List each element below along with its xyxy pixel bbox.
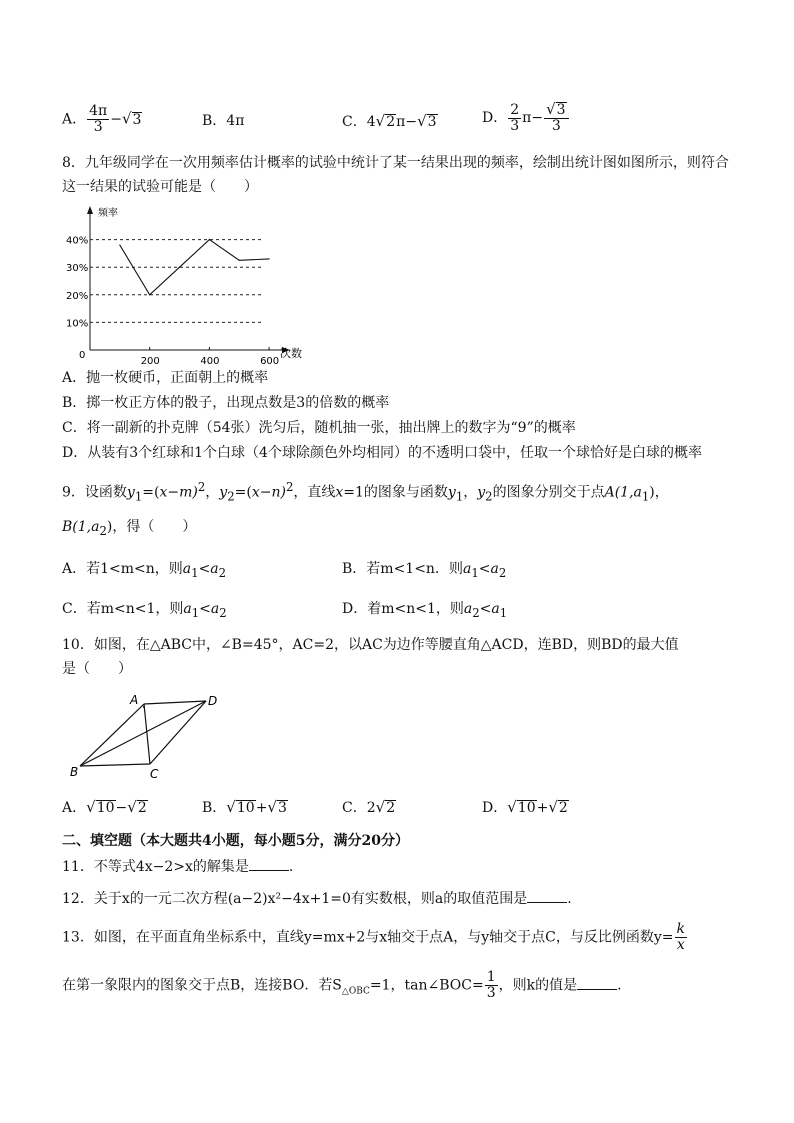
answer-blank[interactable] (577, 976, 617, 990)
q7-option-d (482, 102, 570, 134)
fraction (485, 970, 498, 1001)
data-point (209, 239, 210, 240)
var-a: a (463, 601, 473, 617)
numerator: 2 (510, 101, 520, 118)
radicand: 2 (386, 114, 396, 130)
option-label: A． (62, 800, 87, 816)
comma: ， (463, 484, 478, 501)
x-tick-label: 400 (200, 356, 220, 365)
q13-text: 在第一象限内的图象交于点B，连接BO．若S (62, 977, 342, 994)
q9-option-d (342, 600, 507, 622)
denominator: 3 (486, 985, 496, 1001)
answer-blank[interactable] (527, 889, 567, 903)
q10-option-d (482, 798, 569, 817)
option-text: 4π (226, 113, 245, 129)
sub: 1 (471, 565, 479, 580)
q10-stem-line-2: 是（ ） (62, 661, 132, 677)
minus-sign: − (110, 111, 122, 128)
q13-line-1 (62, 922, 688, 953)
term: <a (479, 601, 500, 617)
radicand: 2 (558, 800, 568, 816)
triangle-figure (70, 690, 230, 782)
eq: =( (142, 484, 160, 501)
option-label: D．着m<n<1，则 (342, 601, 464, 617)
y-tick-label: 40% (66, 235, 89, 247)
q12-text: 12．关于x的一元二次方程(a−2)x²−4x+1=0有实数根，则a的取值范围是 (62, 891, 528, 907)
y-tick-label: 10% (66, 318, 89, 330)
segment-ba (80, 704, 144, 766)
option-mid: π− (396, 114, 418, 130)
radicand: 2 (386, 800, 396, 816)
segment-ac (144, 704, 150, 764)
sub: 2 (485, 489, 493, 504)
term: <a (198, 561, 219, 577)
var-y1: y (126, 484, 135, 501)
option-label: B． (202, 113, 227, 129)
radicand: 10 (517, 800, 536, 816)
denominator: 3 (551, 118, 561, 134)
segment-cd (150, 701, 206, 764)
var-x: x (159, 484, 168, 501)
sub: 2 (218, 565, 227, 580)
text: ，直线 (293, 484, 336, 501)
radical-sign: √ (375, 112, 386, 130)
frequency-line-chart (62, 200, 302, 365)
radical-sign: √ (417, 112, 427, 130)
point-b: B(1,a (62, 519, 100, 535)
q13-line-2 (62, 970, 622, 1001)
q10-stem-line-1: 10．如图，在△ABC中，∠B=45°，AC=2，以AC为边作等腰直角△ACD，连BD，则BD的最大值 (62, 637, 679, 653)
y-axis-arrow-icon (87, 206, 93, 214)
text: )，得（ ） (106, 519, 197, 535)
eq: =1 (343, 484, 364, 501)
numerator (544, 102, 568, 119)
comma: ， (205, 484, 220, 501)
sup: 2 (285, 480, 294, 494)
var-a: a (462, 561, 472, 577)
radical-sign: √ (86, 798, 96, 816)
label-b: B (70, 765, 79, 779)
option-label: C． (342, 800, 367, 816)
q8-option-a: A．抛一枚硬币，正面朝上的概率 (62, 370, 269, 386)
option-label: D． (482, 800, 508, 816)
radicand: 3 (277, 800, 287, 816)
answer-blank[interactable] (249, 857, 289, 871)
q12 (62, 889, 572, 908)
label-d: D (208, 694, 218, 708)
numerator: 1 (486, 969, 496, 985)
q9-stem-line-2 (62, 518, 196, 540)
text: 的图象与函数 (363, 484, 448, 501)
numerator: k (676, 921, 686, 937)
q8-stem-line-1: 8．九年级同学在一次用频率估计概率的试验中统计了某一结果出现的频率，绘制出统计图如图所示，则符合 (62, 155, 729, 171)
sub: 1 (499, 605, 508, 620)
q8-stem-line-2: 这一结果的试验可能是（ ） (62, 179, 258, 195)
radicand: 2 (137, 800, 147, 816)
period: . (567, 891, 572, 907)
option-label: A． (62, 111, 87, 128)
option-label: C．若m<n<1，则 (62, 601, 184, 617)
term: −m) (167, 484, 198, 501)
sub: 1 (191, 565, 199, 580)
q13-text: =1，tan∠BOC= (369, 977, 484, 994)
sub: 2 (498, 565, 507, 580)
x-tick-origin: 0 (79, 350, 86, 361)
section-heading: 二、填空题（本大题共4小题，每小题5分，满分20分） (62, 833, 409, 849)
radical-sign: √ (226, 798, 236, 816)
coefficient: 4 (366, 114, 376, 130)
sub: 2 (219, 605, 227, 620)
option-label: A．若1<m<n，则 (62, 561, 183, 577)
fraction (87, 104, 109, 135)
fraction (508, 103, 521, 134)
label-c: C (150, 767, 159, 781)
var-y1: y (447, 484, 456, 501)
operator: − (115, 800, 128, 816)
q8-option-c: C．将一副新的扑克牌（54张）洗匀后，随机抽一张，抽出牌上的数字为“9”的概率 (62, 420, 576, 436)
var-y2: y (219, 484, 228, 501)
option-label: B．若m<1<n．则 (342, 561, 463, 577)
radicand: 10 (236, 800, 255, 816)
text: 的图象分别交于点 (492, 484, 605, 501)
var-a: a (182, 561, 192, 577)
q7-option-a (62, 104, 142, 135)
label-a: A (130, 693, 139, 707)
q7-option-c (342, 112, 438, 131)
segment-bd (80, 701, 206, 766)
y-tick-label: 20% (66, 290, 89, 302)
q11 (62, 857, 293, 876)
var-a: a (183, 601, 192, 617)
denominator: 3 (510, 117, 520, 134)
radical-sign: √ (546, 100, 556, 118)
var-x: x (335, 484, 344, 501)
sub: 2 (472, 605, 480, 620)
radical-sign: √ (267, 798, 277, 816)
q11-text: 11．不等式4x−2>x的解集是 (62, 859, 249, 875)
radical-sign: √ (127, 798, 137, 816)
sub: 1 (455, 489, 464, 504)
x-tick-label: 600 (260, 356, 280, 365)
y-axis-label: 频率 (98, 208, 118, 219)
q10-option-c (342, 798, 396, 817)
period: . (288, 859, 294, 875)
var-x: x (251, 484, 260, 501)
q9-stem-line-1 (62, 478, 669, 505)
sub: 1 (191, 605, 200, 620)
data-point (268, 258, 269, 259)
radical-sign: √ (507, 798, 517, 816)
coefficient: 2 (366, 800, 376, 816)
denominator: x (676, 937, 685, 953)
data-point (149, 294, 150, 295)
data-point (239, 260, 240, 261)
x-tick-label: 200 (140, 356, 160, 365)
option-mid: π− (522, 110, 544, 126)
radical-sign: √ (548, 798, 558, 816)
data-point (119, 245, 120, 246)
text: )， (649, 484, 669, 501)
q9-lead: 9．设函数 (62, 484, 127, 501)
right-angle-mark-icon (143, 706, 145, 708)
q9-option-a (62, 560, 226, 582)
segment-bc (80, 764, 150, 766)
radicand: 3 (556, 102, 566, 118)
radical-sign: √ (375, 798, 386, 816)
term: −n) (259, 484, 286, 501)
sub: 1 (641, 489, 650, 504)
point-a: A(1,a (604, 484, 642, 501)
radicand: 10 (96, 800, 115, 816)
q10-option-a (62, 798, 148, 817)
fraction (544, 102, 568, 134)
x-axis-label: 次数 (280, 347, 302, 360)
q8-option-b: B．掷一枚正方体的骰子，出现点数是3的倍数的概率 (62, 395, 390, 411)
var-y2: y (477, 484, 486, 501)
option-label: D． (482, 110, 508, 126)
q7-option-b (202, 112, 244, 130)
sub: 1 (134, 489, 143, 504)
q9-option-b (342, 560, 506, 582)
term: <a (199, 601, 220, 617)
q9-option-c (62, 600, 227, 622)
sub: 2 (227, 489, 235, 504)
term: <a (478, 561, 499, 577)
option-label: C． (342, 114, 367, 130)
period: . (617, 977, 622, 994)
q13-text: ，则k的值是 (498, 977, 578, 994)
segment-ad (144, 701, 206, 704)
radicand: 3 (427, 114, 437, 130)
q10-option-b (202, 798, 288, 817)
numerator: 4π (89, 103, 108, 119)
sub: △OBC (341, 986, 370, 997)
q13-text: 13．如图，在平面直角坐标系中，直线y=mx+2与x轴交于点A，与y轴交于点C，与反比例函数y= (62, 929, 674, 946)
sup: 2 (197, 480, 206, 494)
operator: + (255, 800, 268, 816)
radicand: 3 (132, 111, 142, 128)
option-label: B． (202, 800, 227, 816)
eq: =( (234, 484, 252, 501)
data-point (179, 267, 180, 268)
q8-option-d: D．从装有3个红球和1个白球（4个球除颜色外均相同）的不透明口袋中，任取一个球恰好是白球的概率 (62, 445, 702, 461)
operator: + (536, 800, 549, 816)
denominator: 3 (93, 119, 103, 135)
sub: 2 (99, 523, 107, 538)
radical-sign: √ (121, 109, 132, 128)
y-tick-label: 30% (66, 263, 89, 275)
fraction (675, 922, 687, 953)
